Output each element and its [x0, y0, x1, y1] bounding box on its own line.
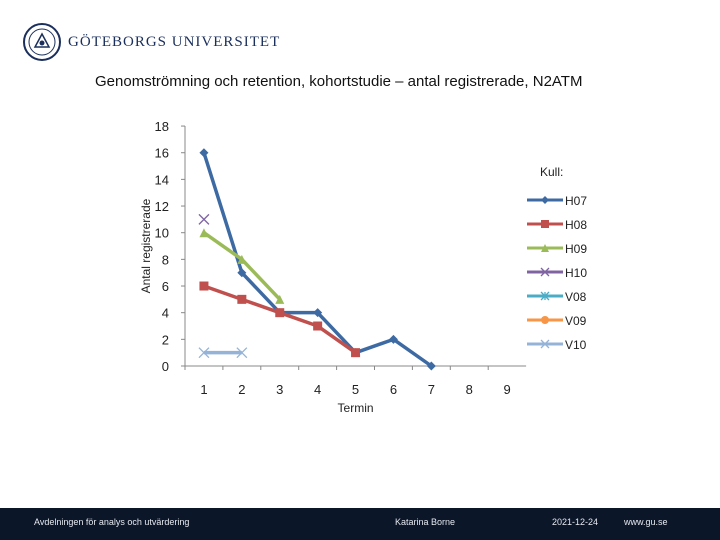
y-tick-label-12: 12 [154, 199, 169, 215]
series-h08 [199, 282, 360, 358]
series-v10 [199, 348, 247, 358]
legend-label-v09: V09 [565, 314, 587, 328]
legend-marker-v09 [541, 316, 549, 324]
data-point-h07 [199, 148, 208, 157]
legend-label-v08: V08 [565, 290, 587, 304]
data-point-h08 [199, 282, 208, 291]
y-tick-label-4: 4 [161, 305, 169, 321]
footer-date: 2021-12-24 [552, 517, 599, 527]
legend-marker-h08 [541, 220, 549, 228]
x-tick-label-1: 1 [200, 382, 208, 397]
legend-label-h07: H07 [565, 194, 588, 208]
x-tick-label-9: 9 [503, 382, 511, 397]
x-tick-label-5: 5 [351, 382, 360, 397]
series-h07 [199, 148, 435, 370]
data-point-h08 [313, 322, 322, 331]
x-tick-label-4: 4 [314, 382, 322, 397]
data-point-h09 [199, 228, 208, 237]
y-tick-label-18: 18 [154, 119, 169, 135]
y-tick-label-10: 10 [154, 225, 169, 241]
legend-marker-h07 [541, 196, 549, 204]
x-tick-label-3: 3 [276, 382, 284, 397]
data-point-h10 [199, 214, 209, 224]
footer-url: www.gu.se [624, 517, 668, 527]
legend-label-h10: H10 [565, 266, 588, 280]
footer-author: Katarina Borne [395, 517, 456, 527]
y-tick-label-6: 6 [161, 279, 169, 295]
y-tick-label-0: 0 [161, 359, 169, 374]
data-point-h08 [237, 295, 246, 304]
chart-title: Genomströmning och retention, kohortstudie – antal registrerade, N2ATM [95, 73, 583, 90]
legend-title: Kull: [540, 165, 564, 179]
legend-label-h09: H09 [565, 242, 588, 256]
y-tick-label-14: 14 [154, 172, 169, 188]
x-tick-label-7: 7 [427, 382, 435, 397]
x-axis-label: Termin [337, 401, 374, 415]
series-h10 [199, 214, 209, 224]
footer [0, 508, 720, 540]
footer-department: Avdelningen för analys och utvärdering [34, 517, 190, 527]
data-point-h08 [351, 348, 360, 357]
y-tick-label-8: 8 [161, 252, 169, 268]
data-point-h08 [275, 308, 284, 317]
y-axis-label: Antal registrerade [139, 198, 153, 294]
x-tick-label-6: 6 [389, 382, 398, 397]
y-tick-label-2: 2 [161, 332, 169, 348]
series-h09 [199, 228, 284, 304]
x-tick-label-2: 2 [238, 382, 246, 397]
legend-label-h08: H08 [565, 218, 588, 232]
legend-marker-v08 [541, 292, 549, 300]
university-name: GÖTEBORGS UNIVERSITET [68, 33, 281, 50]
legend-label-v10: V10 [565, 338, 587, 352]
series-line-h07 [204, 153, 431, 366]
x-tick-label-8: 8 [465, 382, 473, 397]
y-tick-label-16: 16 [154, 145, 169, 161]
